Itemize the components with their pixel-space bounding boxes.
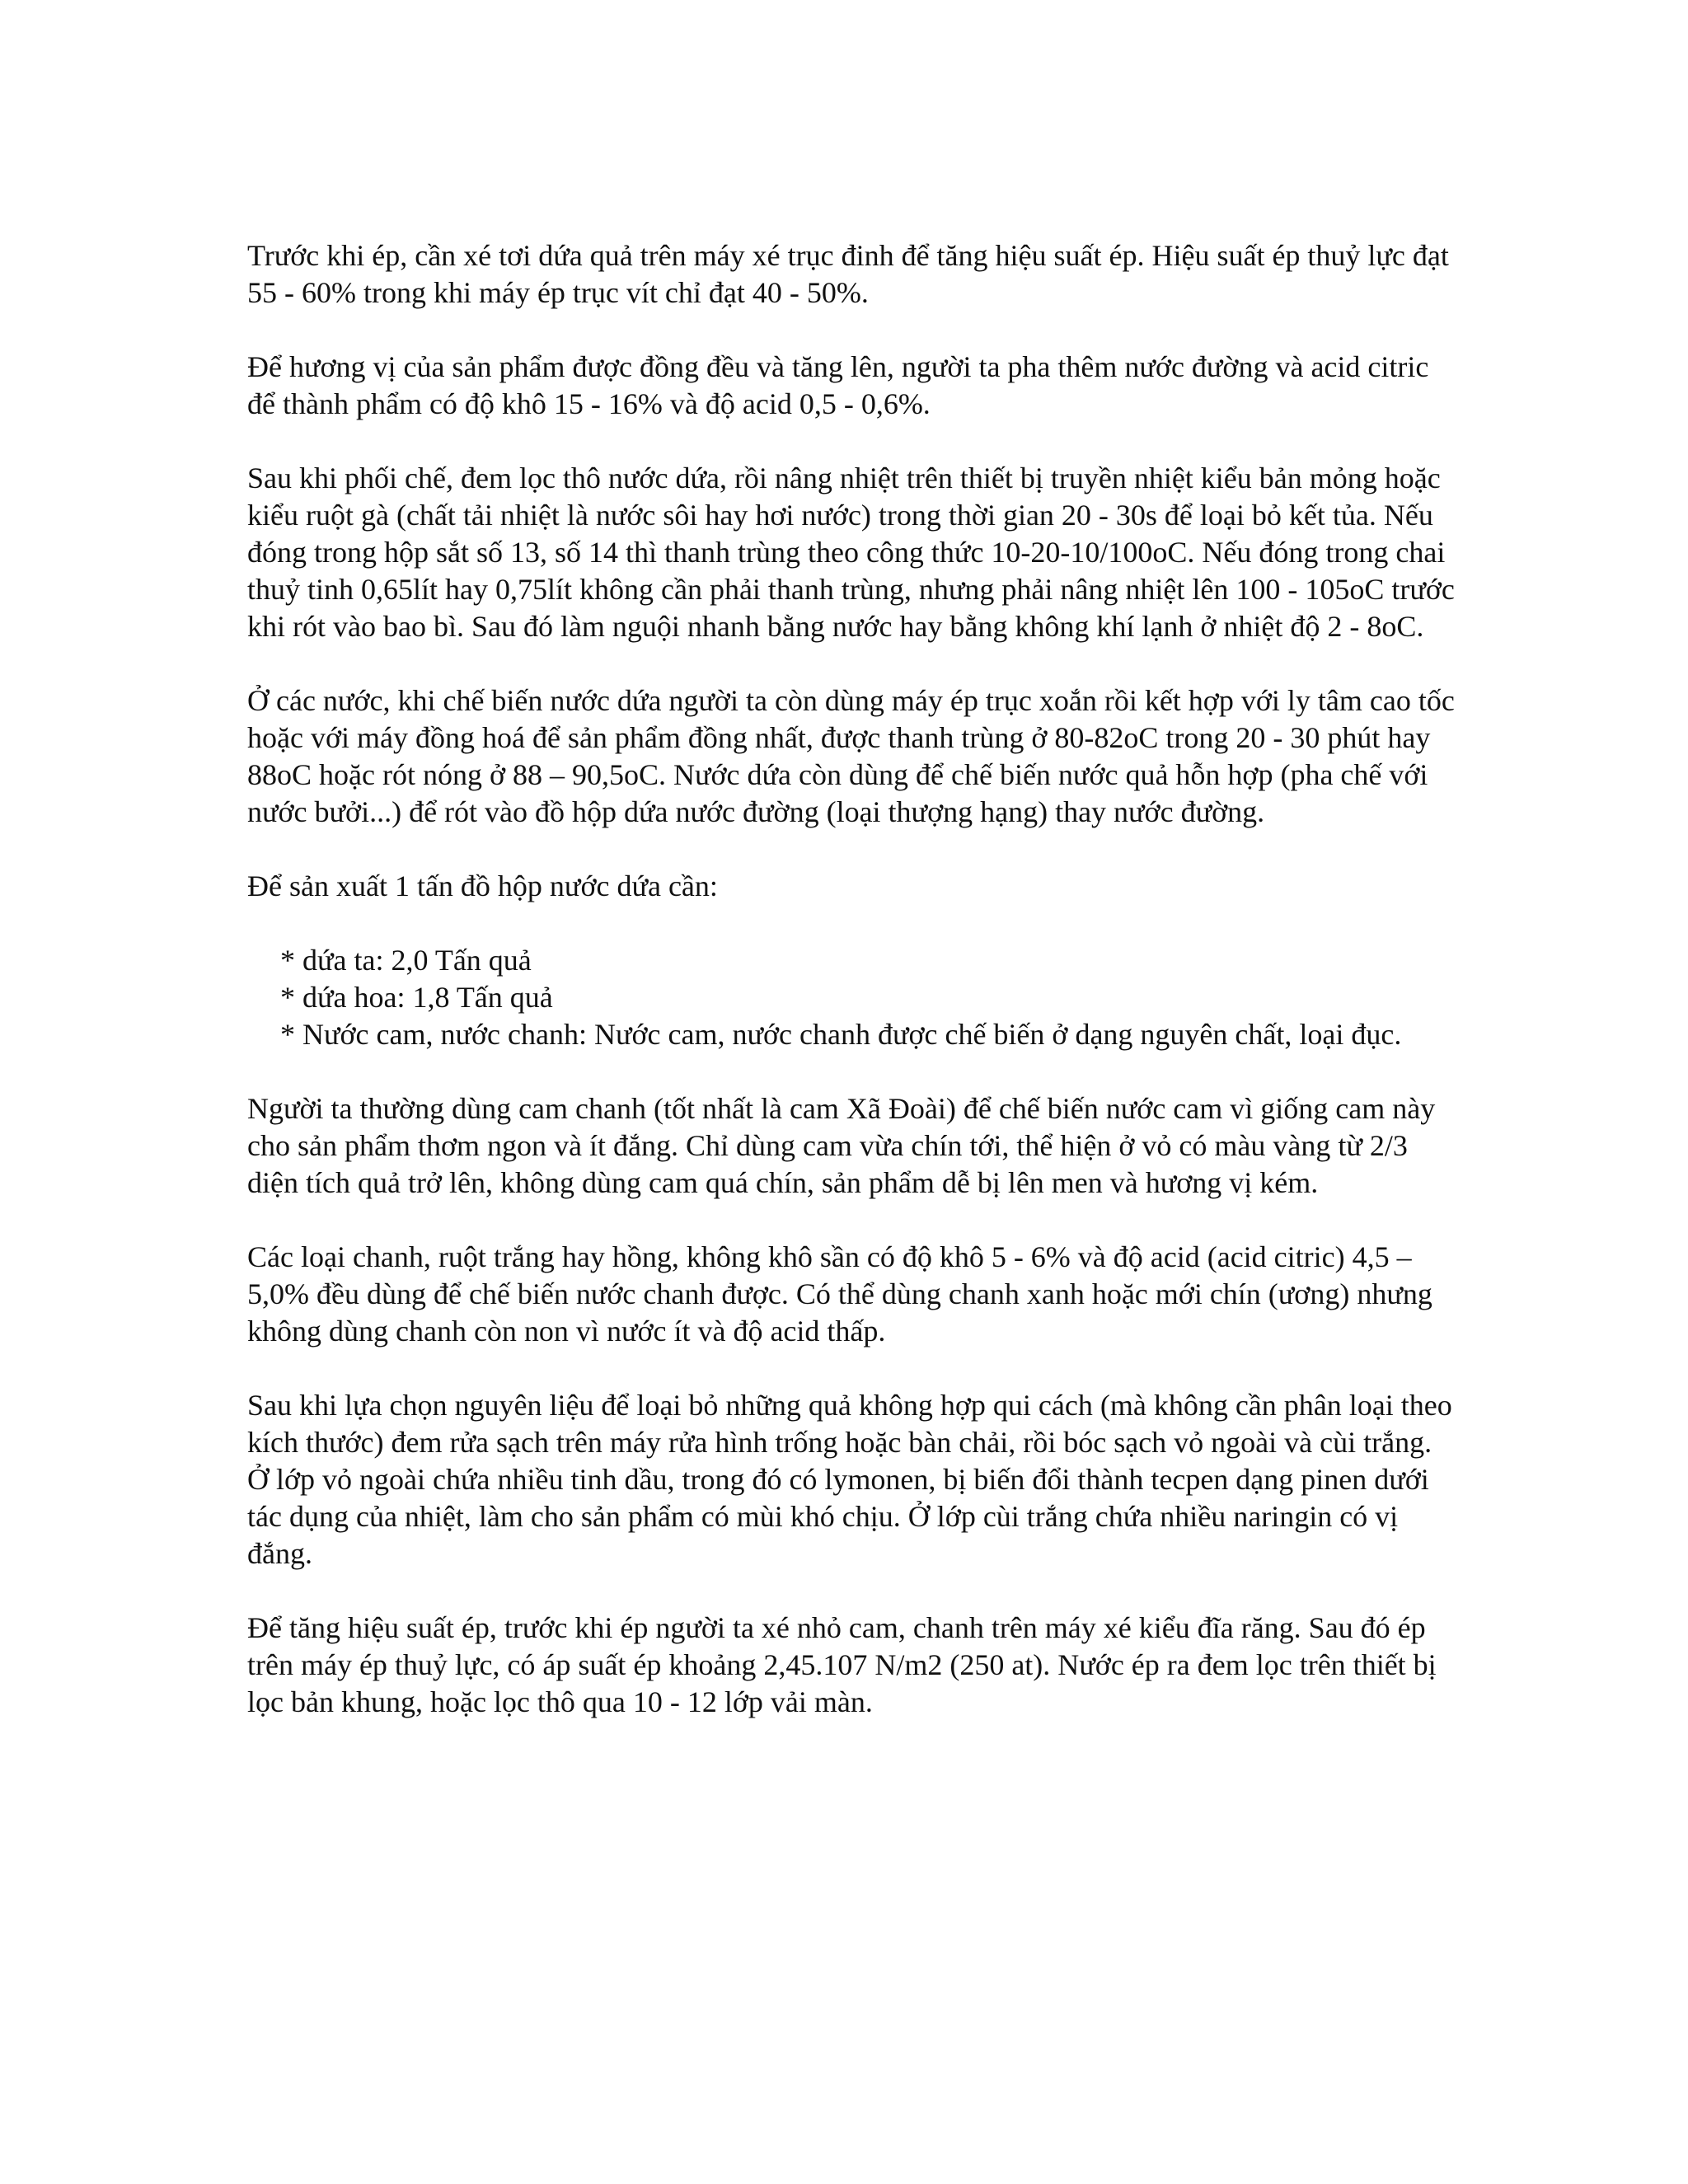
paragraph-citrus-pressing: Để tăng hiệu suất ép, trước khi ép người ta xé nhỏ cam, chanh trên máy xé kiểu đĩa răng. Sau đó ép trên máy ép thuỷ lực, có áp suất ép khoảng 2,45.107 N/m2 (250 at). Nước ép ra đem lọc trên thiết bị lọc bản khung, hoặc lọc thô qua 10 - 12 lớp vải màn. <box>247 1611 1444 1718</box>
paragraph-materials-intro: Để sản xuất 1 tấn đồ hộp nước dứa cần: <box>247 869 718 902</box>
paragraph-flavor-blending: Để hương vị của sản phẩm được đồng đều và tăng lên, người ta pha thêm nước đường và acid citric để thành phẩm có độ khô 15 - 16% và độ acid 0,5 - 0,6%. <box>247 350 1437 420</box>
paragraph-heating-sterilization: Sau khi phối chế, đem lọc thô nước dứa, rồi nâng nhiệt trên thiết bị truyền nhiệt kiểu bản mỏng hoặc kiểu ruột gà (chất tải nhiệt là nước sôi hay hơi nước) trong thời gian 20 - 30s để loại bỏ kết tủa. Nếu đóng trong hộp sắt số 13, số 14 thì thanh trùng theo công thức 10-20-10/100oC. Nếu đóng trong chai thuỷ tinh 0,65lít hay 0,75lít không cần phải thanh trùng, nhưng phải nâng nhiệt lên 100 - 105oC trước khi rót vào bao bì. Sau đó làm nguội nhanh bằng nước hay bằng không khí lạnh ở nhiệt độ 2 - 8oC. <box>247 462 1462 643</box>
paragraph-foreign-processing: Ở các nước, khi chế biến nước dứa người ta còn dùng máy ép trục xoắn rồi kết hợp với ly tâm cao tốc hoặc với máy đồng hoá để sản phẩm đồng nhất, được thanh trùng ở 80-82oC trong 20 - 30 phút hay 88oC hoặc rót nóng ở 88 – 90,5oC. Nước dứa còn dùng để chế biến nước quả hỗn hợp (pha chế với nước bưởi...) để rót vào đồ hộp dứa nước đường (loại thượng hạng) thay nước đường. <box>247 684 1462 828</box>
list-item-text: * dứa hoa: 1,8 Tấn quả <box>280 981 553 1014</box>
paragraph-orange-selection: Người ta thường dùng cam chanh (tốt nhất là cam Xã Đoài) để chế biến nước cam vì giống cam này cho sản phẩm thơm ngon và ít đắng. Chỉ dùng cam vừa chín tới, thể hiện ở vỏ có màu vàng từ 2/3 diện tích quả trở lên, không dùng cam quá chín, sản phẩm dễ bị lên men và hương vị kém. <box>247 1092 1443 1199</box>
list-item <box>247 979 1459 1016</box>
paragraph-washing-peeling: Sau khi lựa chọn nguyên liệu để loại bỏ những quả không hợp qui cách (mà không cần phân loại theo kích thước) đem rửa sạch trên máy rửa hình trống hoặc bàn chải, rồi bóc sạch vỏ ngoài và cùi trắng. Ở lớp vỏ ngoài chứa nhiều tinh dầu, trong đó có lymonen, bị biến đổi thành tecpen dạng pinen dưới tác dụng của nhiệt, làm cho sản phẩm có mùi khó chịu. Ở lớp cùi trắng chứa nhiều naringin có vị đắng. <box>247 1389 1460 1570</box>
list-item <box>247 1016 1459 1053</box>
paragraph-lemon-selection: Các loại chanh, ruột trắng hay hồng, không khô sần có độ khô 5 - 6% và độ acid (acid citric) 4,5 – 5,0% đều dùng để chế biến nước chanh được. Có thể dùng chanh xanh hoặc mới chín (ương) nhưng không dùng chanh còn non vì nước ít và độ acid thấp. <box>247 1240 1440 1347</box>
materials-list <box>247 942 1459 1053</box>
paragraph-pressing-yield: Trước khi ép, cần xé tơi dứa quả trên máy xé trục đinh để tăng hiệu suất ép. Hiệu suất ép thuỷ lực đạt 55 - 60% trong khi máy ép trục vít chỉ đạt 40 - 50%. <box>247 239 1456 309</box>
list-item-text: * dứa ta: 2,0 Tấn quả <box>280 944 532 977</box>
list-item-text: * Nước cam, nước chanh: Nước cam, nước chanh được chế biến ở dạng nguyên chất, loại đục. <box>280 1018 1402 1051</box>
list-item <box>247 942 1459 979</box>
document-body <box>247 237 1462 1758</box>
